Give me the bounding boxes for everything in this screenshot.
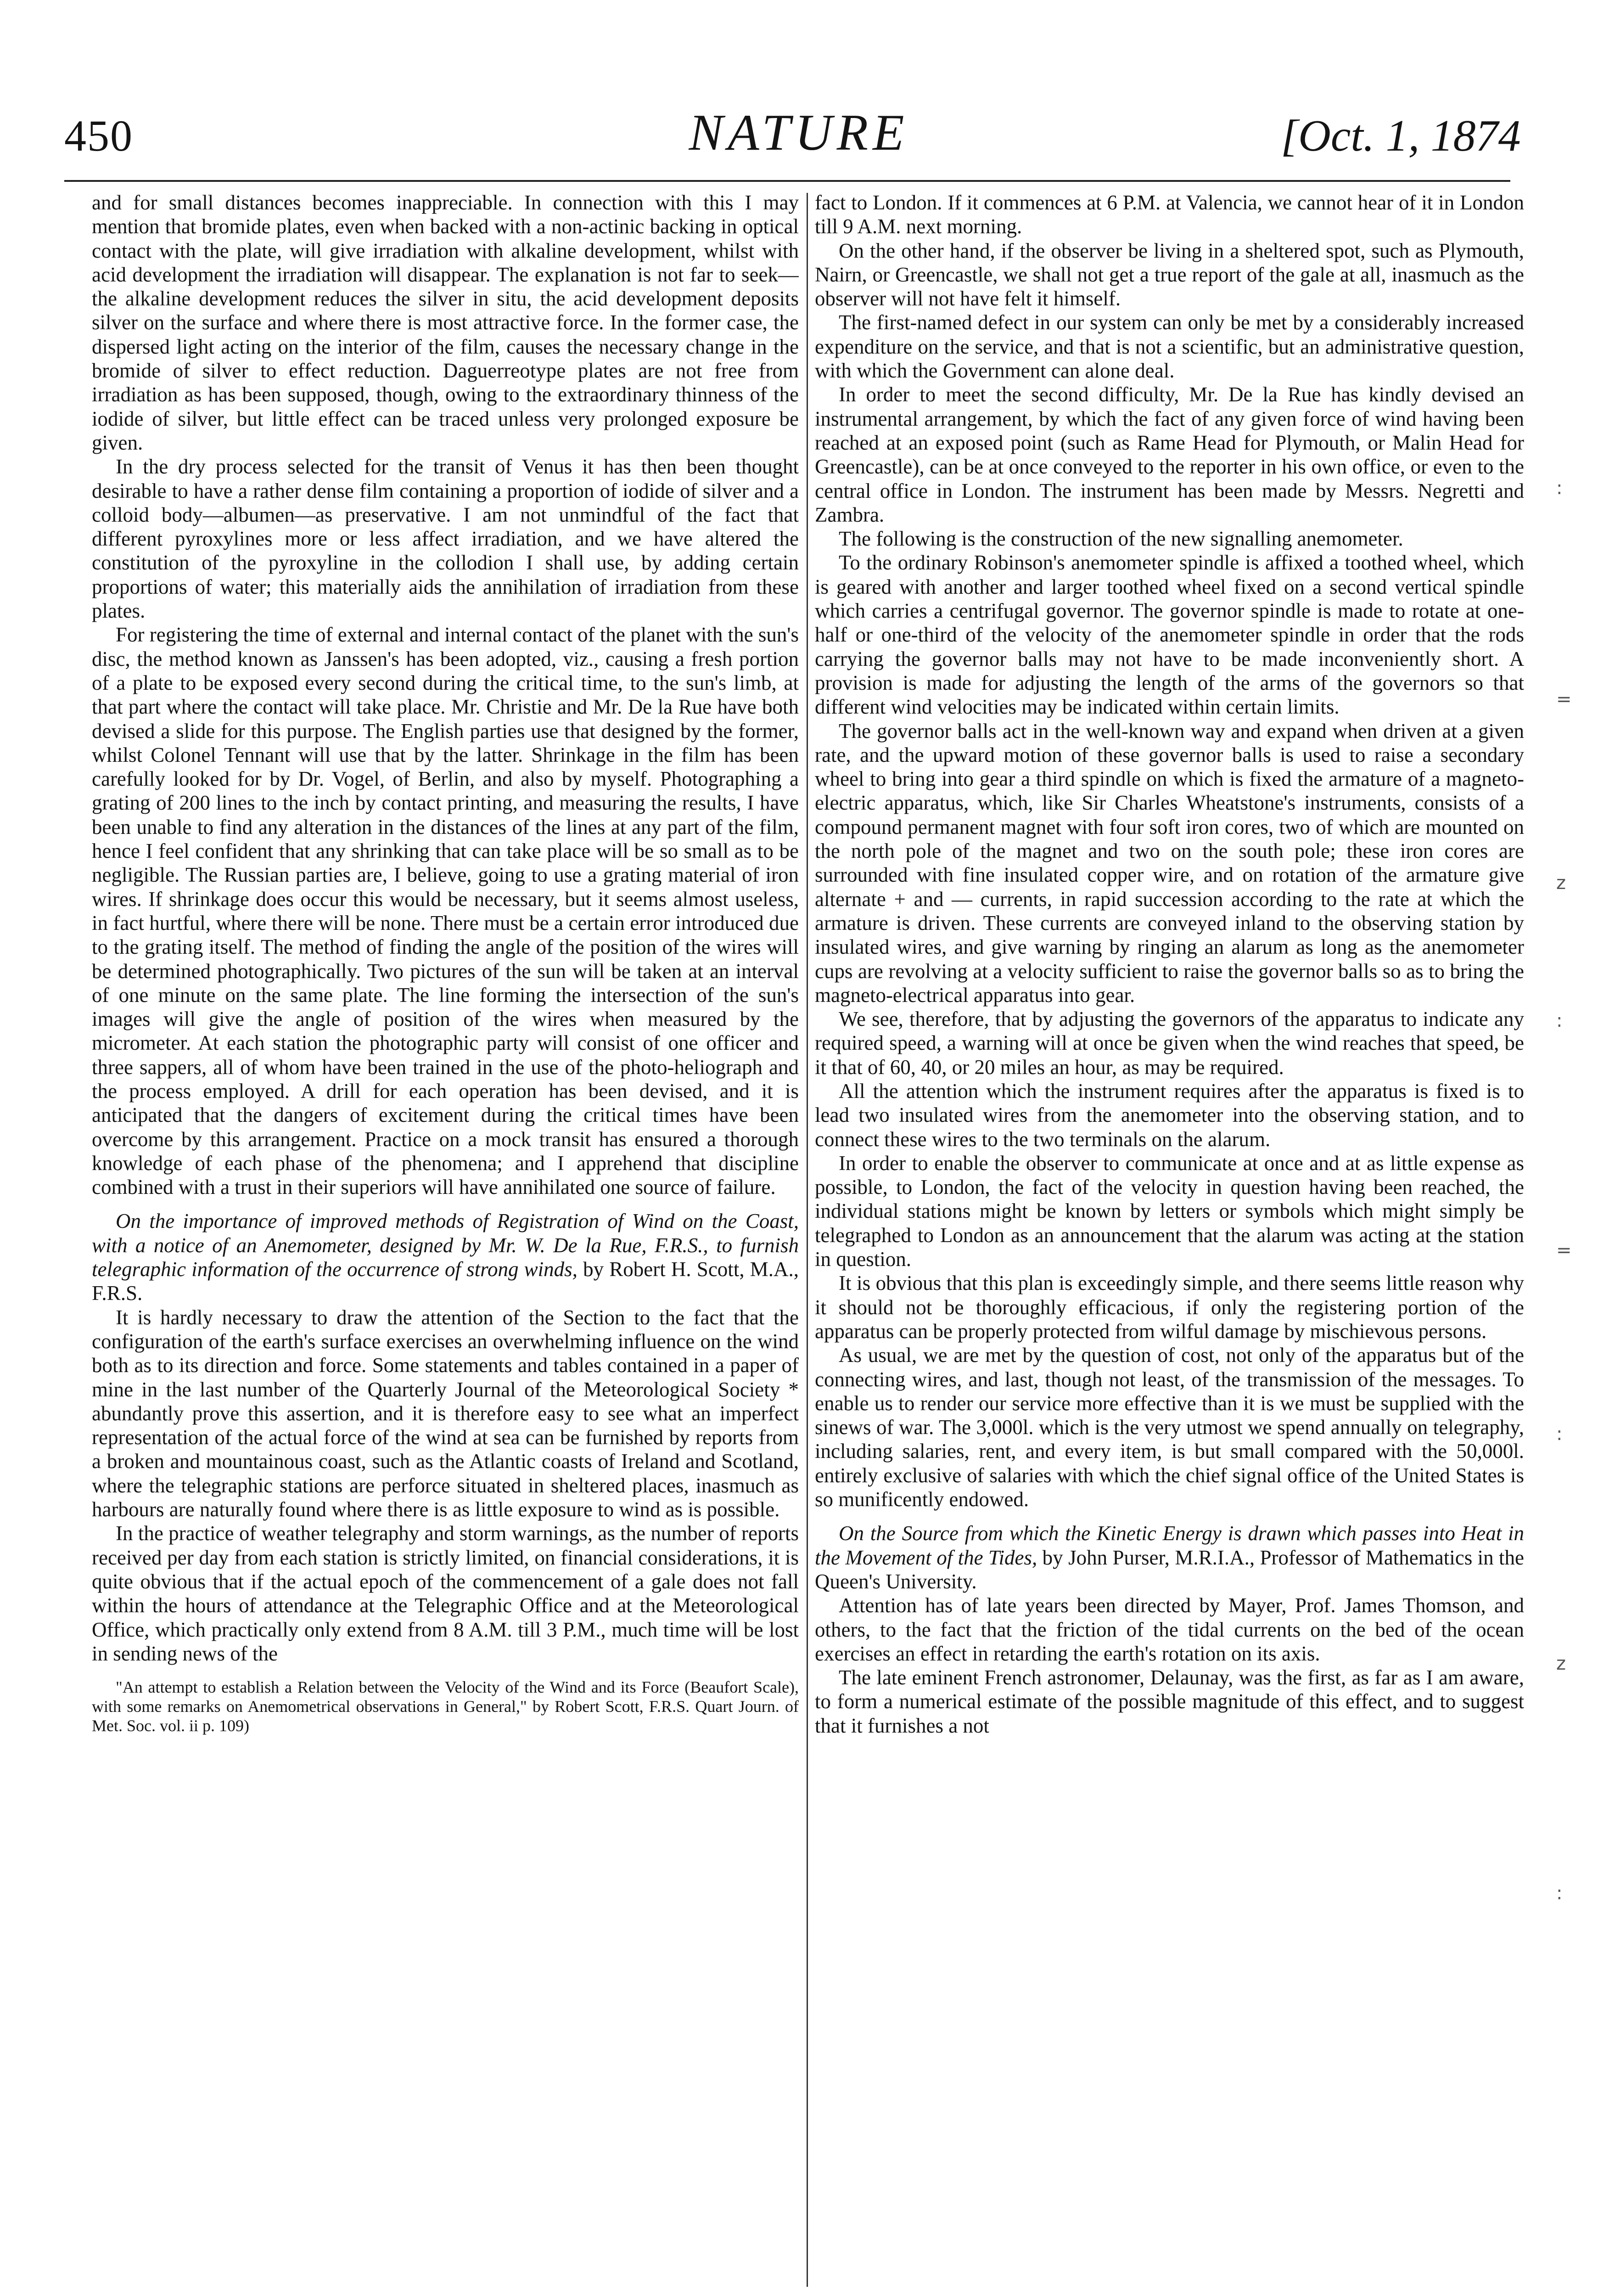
footnote <box>92 1677 799 1735</box>
paragraph: On the other hand, if the observer be living in a sheltered spot, such as Plymouth, Nairn, or Greencastle, we shall not get a true report of the gale at all, inasmuch as the observer will not have felt it himself. <box>815 239 1524 310</box>
left-column <box>92 191 799 2291</box>
paragraph: To the ordinary Robinson's anemometer spindle is affixed a toothed wheel, which is geared with another and larger toothed wheel fixed on a second vertical spindle which carries a centrifugal governor. The governor spindle is made to rotate at one-half or one-third of the velocity of the anemometer spindle in order that the rods carrying the governor balls may not have to be made inconveniently short. A provision is made for adjusting the length of the arms of the governors so that different wind velocities may be indicated within certain limits. <box>815 551 1524 719</box>
paragraph: In order to enable the observer to communicate at once and at as little expense as possible, to London, the fact of the velocity in question having been reached, the individual stations might be known by letters or symbols which might simply be telegraphed to London as an announcement that the alarum was acting at the station in question. <box>815 1151 1524 1271</box>
margin-mark: z <box>1556 1653 1566 1674</box>
paragraph: We see, therefore, that by adjusting the governors of the apparatus to indicate any required speed, a warning will at once be given when the wind reaches that speed, be it that of 60, 40, or 20 miles an hour, as may be required. <box>815 1007 1524 1079</box>
paragraph: In the dry process selected for the transit of Venus it has then been thought desirable to have a rather dense film containing a proportion of iodide of silver and a colloid body—albumen—as preservative. I am not unmindful of the fact that different pyroxylines more or less affect irradiation, and we have altered the constitution of the pyroxyline in the collodion I shall use, by adding certain proportions of water; this materially aids the annihilation of irradiation from these plates. <box>92 455 799 623</box>
paragraph: It is hardly necessary to draw the attention of the Section to the fact that the configuration of the earth's surface exercises an overwhelming influence on the wind both as to its direction and force. Some statements and tables contained in a paper of mine in the last number of the Quarterly Journal of the Meteorological Society * abundantly prove this assertion, and it is therefore easy to see what an imperfect representation of the actual force of the wind at sea can be furnished by reports from a broken and mountainous coast, such as the Atlantic coasts of Ireland and Scotland, where the telegraphic stations are perforce situated in sheltered places, inasmuch as harbours are naturally found where there is as little exposure to wind as is possible. <box>92 1306 799 1521</box>
bleed-through-marks <box>1556 459 1593 2066</box>
margin-mark: : <box>1556 1010 1563 1031</box>
paragraph: The late eminent French astronomer, Delaunay, was the first, as far as I am aware, to form a numerical estimate of the possible magnitude of this effect, and to suggest that it furnishes a not <box>815 1666 1524 1737</box>
paragraph: It is obvious that this plan is exceedingly simple, and there seems little reason why it should not be thoroughly efficacious, if only the registering portion of the apparatus can be properly protected from wilful damage by mischievous persons. <box>815 1272 1524 1343</box>
margin-mark: : <box>1556 1424 1563 1445</box>
header-rule <box>64 180 1510 182</box>
issue-date: [Oct. 1, 1874 <box>1281 111 1521 161</box>
paragraph: In the practice of weather telegraphy and storm warnings, as the number of reports received per day from each station is strictly limited, on financial considerations, it is quite obvious that if the actual epoch of the commencement of a gale does not fall within the hours of attendance at the Telegraphic Office and at the Meteorological Office, which practically only extend from 8 A.M. till 3 P.M., much time will be lost in sending news of the <box>92 1522 799 1665</box>
right-column <box>815 191 1524 2291</box>
paragraph: The governor balls act in the well-known way and expand when driven at a given rate, and the upward motion of these governor balls is used to raise a secondary wheel to bring into gear a third spindle on which is fixed the armature of a magneto-electric apparatus, which, like Sir Charles Wheatstone's instruments, consists of a compound permanent magnet with four soft iron cores, two of which are mounted on the north pole of the magnet and two on the south pole; these iron cores are surrounded with fine insulated copper wire, and on rotation of the armature give alternate + and — currents, in rapid succession according to the rate at which the armature is driven. These currents are conveyed inland to the observing station by insulated wires, and give warning by ringing an alarum as long as the anemometer cups are revolving at a velocity sufficient to raise the governor balls so as to bring the magneto-electrical apparatus into gear. <box>815 719 1524 1007</box>
section-heading-wind <box>92 1209 799 1305</box>
margin-mark: z <box>1556 872 1566 894</box>
footnote-text: "An attempt to establish a Relation between the Velocity of the Wind and its Force (Beaufort Scale), with some remarks on Anemometrical observations in General," by Robert Scott, F.R.S. Quart Journ. of Met. Soc. vol. ii p. 109) <box>92 1678 799 1735</box>
paragraph: For registering the time of external and internal contact of the planet with the sun's disc, the method known as Janssen's has been adopted, viz., causing a fresh portion of a plate to be exposed every second during the critical time, to the sun's limb, at that part where the contact will take place. Mr. Christie and Mr. De la Rue have both devised a slide for this purpose. The English parties use that designed by the former, whilst Colonel Tennant will use that by the latter. Shrinkage in the film has been carefully looked for by Dr. Vogel, of Berlin, and also by myself. Photographing a grating of 200 lines to the inch by contact printing, and measuring the results, I have been unable to find any alteration in the distances of the lines at any part of the film, hence I feel confident that any shrinking that can take place will be so small as to be negligible. The Russian parties are, I believe, going to use a grating material of iron wires. If shrinkage does occur this would be necessary, but it seems almost useless, in fact hurtful, where there will be none. There must be a certain error introduced due to the grating itself. The method of finding the angle of the position of the wires will be determined photographically. Two pictures of the sun will be taken at an interval of one minute on the same plate. The line forming the intersection of the sun's images will give the angle of position of the wires when measured by the micrometer. At each station the photographic party will consist of one officer and three sappers, all of whom have been trained in the use of the photo-heliograph and the process employed. A drill for each operation has been devised, and it is anticipated that the dangers of excitement during the critical times have been overcome by this arrangement. Practice on a mock transit has ensured a thorough knowledge of each phase of the phenomena; and I apprehend that discipline combined with a trust in their superiors will have annihilated one source of failure. <box>92 623 799 1199</box>
margin-mark: = <box>1556 689 1572 710</box>
paragraph: fact to London. If it commences at 6 P.M. at Valencia, we cannot hear of it in London till 9 A.M. next morning. <box>815 191 1524 238</box>
section-title: On the importance of improved methods of Registration of Wind on the Coast, with a notice of an Anemometer, designed by Mr. W. De la Rue, F.R.S., to furnish telegraphic information of the occurrence of strong winds, <box>92 1210 799 1281</box>
paragraph: and for small distances becomes inappreciable. In connection with this I may mention that bromide plates, even when backed with a non-actinic backing in optical contact with the plate, will give irradiation with alkaline development, whilst with acid development the irradiation will disappear. The explanation is not far to seek—the alkaline development reduces the silver in situ, the acid development deposits silver on the surface and where there is most attractive force. In the former case, the dispersed light acting on the interior of the film, causes the necessary change in the bromide of silver to effect reduction. Daguerreotype plates are not free from irradiation as has been supposed, though, owing to the extraordinary thinness of the iodide of silver, but little effect can be traced unless very prolonged exposure be given. <box>92 191 799 454</box>
page-number: 450 <box>64 111 133 160</box>
paragraph: In order to meet the second difficulty, Mr. De la Rue has kindly devised an instrumental arrangement, by which the fact of any given force of wind having been reached at an exposed point (such as Rame Head for Plymouth, or Malin Head for Greencastle), can be at once conveyed to the reporter in his own office, or even to the central office in London. The instrument has been made by Messrs. Negretti and Zambra. <box>815 383 1524 526</box>
section-heading-tides <box>815 1521 1524 1593</box>
margin-mark: : <box>1556 478 1563 499</box>
paragraph: All the attention which the instrument requires after the apparatus is fixed is to lead two insulated wires from the anemometer into the observing station, and to connect these wires to the two terminals on the alarum. <box>815 1079 1524 1151</box>
paragraph: The following is the construction of the new signalling anemometer. <box>839 527 1403 551</box>
journal-title: NATURE <box>689 104 909 161</box>
paragraph: The first-named defect in our system can only be met by a considerably increased expenditure on the service, and that is not a scientific, but an administrative question, with which the Government can alone deal. <box>815 311 1524 383</box>
margin-mark: = <box>1556 1240 1572 1261</box>
margin-mark: : <box>1556 1883 1563 1904</box>
section-author: by John Purser, M.R.I.A., Professor of Mathematics in the Queen's University. <box>815 1546 1524 1593</box>
paragraph: Attention has of late years been directed by Mayer, Prof. James Thomson, and others, to the fact that the friction of the tidal currents on the bed of the ocean exercises an effect in retarding the earth's rotation on its axis. <box>815 1594 1524 1665</box>
column-divider <box>807 193 808 2287</box>
section-author: by Robert H. Scott, M.A., F.R.S. <box>92 1258 799 1305</box>
paragraph: As usual, we are met by the question of cost, not only of the apparatus but of the connecting wires, and last, though not least, of the transmission of the messages. To enable us to render our service more effective than it is we must be supplied with the sinews of war. The 3,000l. which is the very utmost we spend annually on telegraphy, including salaries, rent, and every item, is but small compared with the 50,000l. entirely exclusive of salaries with which the chief signal office of the United States is so munificently endowed. <box>815 1344 1524 1511</box>
section-title: On the Source from which the Kinetic Energy is drawn which passes into Heat in the Movement of the Tides, <box>815 1522 1524 1569</box>
